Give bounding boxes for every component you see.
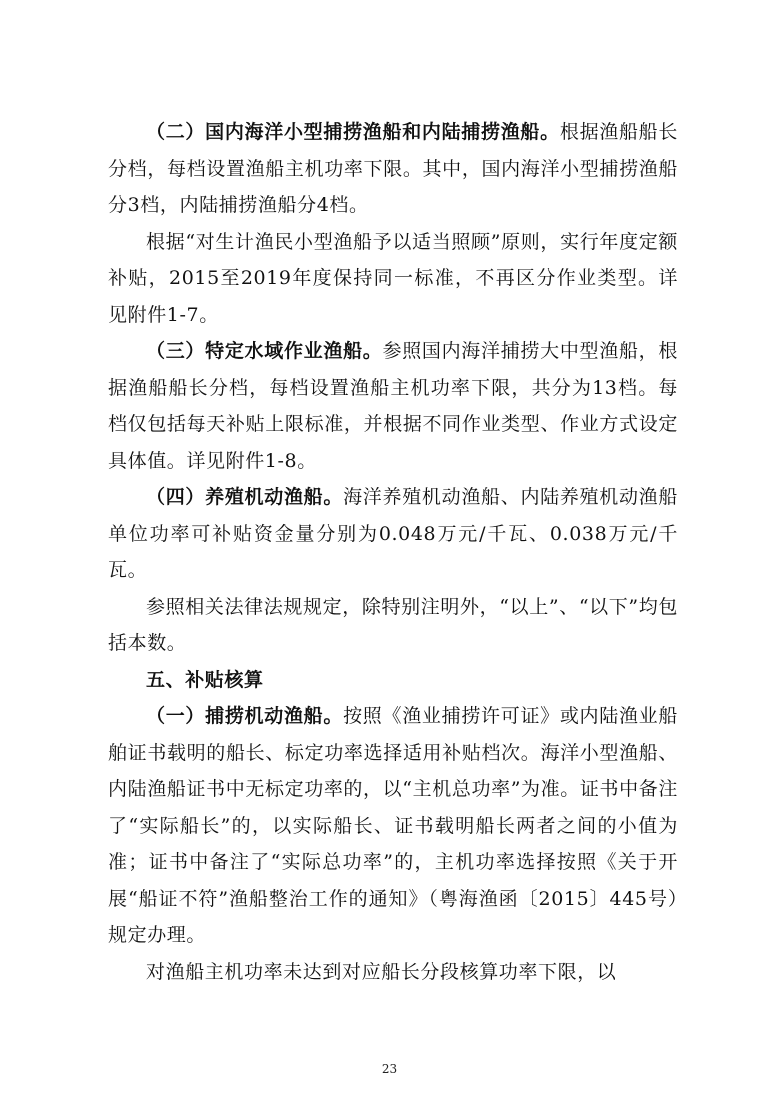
- section-heading: 五、补贴核算: [146, 668, 264, 691]
- paragraph-text: 对渔船主机功率未达到对应船长分段核算功率下限，以: [146, 960, 617, 983]
- paragraph-text: 根据渔船船长分档，每档设置渔船主机功率下限。其中，国内海洋小型捕捞渔船分3档，内陆捕捞渔船分4档。: [108, 121, 678, 216]
- paragraph-lead: （四）养殖机动渔船。: [146, 486, 344, 508]
- paragraph-text: 根据“对生计渔民小型渔船予以适当照顾”原则，实行年度定额补贴，2015至2019年度保持同一标准，不再区分作业类型。详见附件1-7。: [108, 230, 678, 326]
- paragraph-fishing-motor-vessels: [108, 698, 678, 954]
- paragraph-text: 参照国内海洋捕捞大中型渔船，根据渔船船长分档，每档设置渔船主机功率下限，共分为13档。每档仅包括每天补贴上限标准，并根据不同作业类型、作业方式设定具体值。详见附件1-8。: [108, 340, 678, 472]
- paragraph-domestic-small-fishing: [108, 114, 678, 224]
- paragraph-text: 海洋养殖机动渔船、内陆养殖机动渔船单位功率可补贴资金量分别为0.048万元/千瓦、0.038万元/千瓦。: [108, 486, 678, 581]
- paragraph-text: 参照相关法律法规规定，除特别注明外，“以上”、“以下”均包括本数。: [108, 595, 678, 654]
- page-content: [108, 114, 678, 990]
- paragraph-power-below-threshold: [108, 954, 678, 991]
- paragraph-special-waters: [108, 333, 678, 479]
- paragraph-fixed-subsidy: [108, 224, 678, 334]
- paragraph-aquaculture-vessels: [108, 479, 678, 589]
- page-number: 23: [381, 1062, 398, 1076]
- paragraph-lead: （一）捕捞机动渔船。: [146, 705, 344, 727]
- paragraph-lead: （三）特定水域作业渔船。: [146, 340, 383, 362]
- paragraph-text: 按照《渔业捕捞许可证》或内陆渔业船舶证书载明的船长、标定功率选择适用补贴档次。海洋小型渔船、内陆渔船证书中无标定功率的，以“主机总功率”为准。证书中备注了“实际船长”的，以实际船长、证书载明船长两者之间的小值为准；证书中备注了“实际总功率”的，主机功率选择按照《关于开展“船证不符”渔船整治工作的通知》（粤海渔函〔2015〕445号）规定办理。: [108, 705, 678, 946]
- paragraph-lead: （二）国内海洋小型捕捞渔船和内陆捕捞渔船。: [146, 121, 560, 143]
- paragraph-inclusive-note: [108, 589, 678, 662]
